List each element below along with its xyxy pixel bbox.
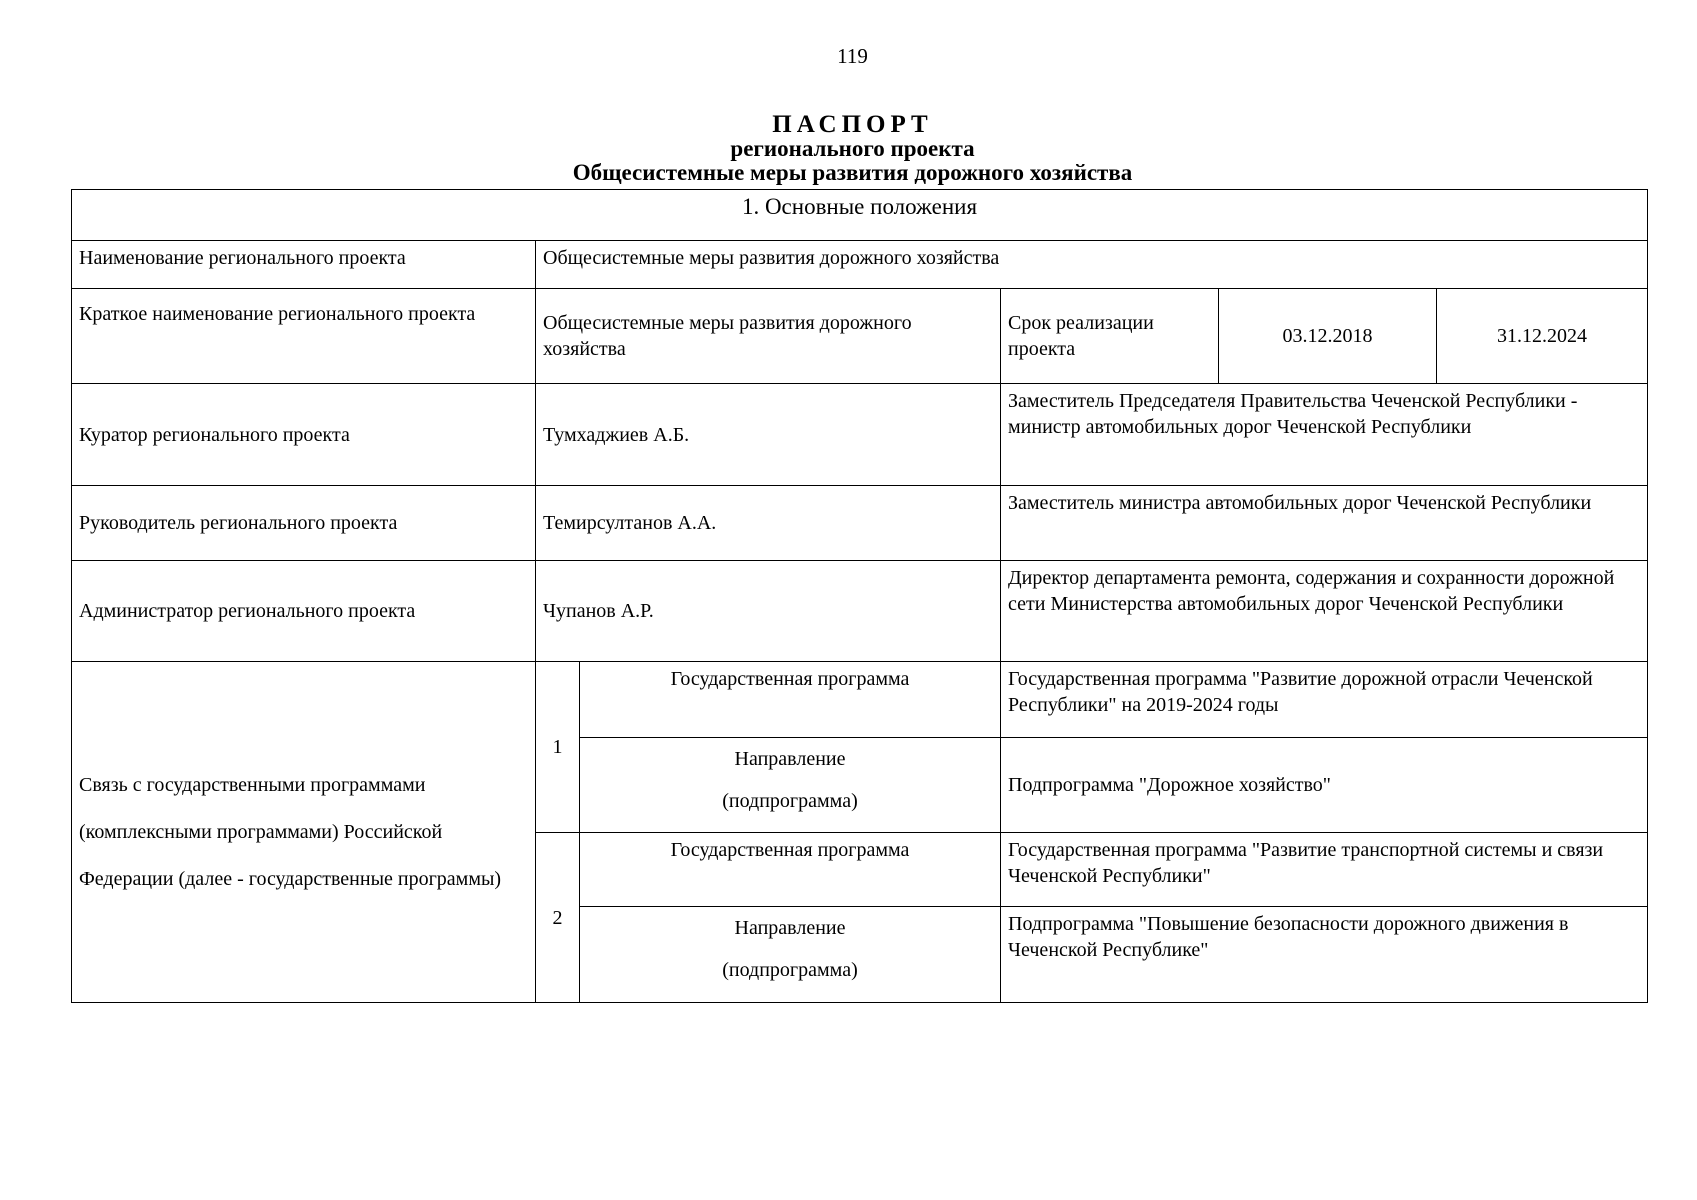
program-value: Государственная программа "Развитие транспортной системы и связи Чеченской Республики"	[1001, 833, 1648, 907]
doc-subtitle: регионального проекта	[730, 136, 975, 161]
program-num: 2	[536, 833, 580, 1003]
direction-label: Направление (подпрограмма)	[580, 907, 1001, 1003]
links-label: Связь с государственными программами (комплексными программами) Российской Федерации (далее - государственные программы)	[72, 662, 536, 1003]
end-date: 31.12.2024	[1437, 289, 1648, 384]
curator-position: Заместитель Председателя Правительства Чеченской Республики - министр автомобильных дорог Чеченской Республики	[1001, 384, 1648, 486]
program-num: 1	[536, 662, 580, 833]
curator-person: Тумхаджиев А.Б.	[536, 384, 1001, 486]
page-number: 119	[837, 44, 868, 68]
program-value: Государственная программа "Развитие дорожной отрасли Чеченской Республики" на 2019-2024 годы	[1001, 662, 1648, 738]
head-person: Темирсултанов А.А.	[536, 486, 1001, 561]
program-label: Государственная программа	[580, 662, 1001, 738]
curator-label: Куратор регионального проекта	[72, 384, 536, 486]
program-label: Государственная программа	[580, 833, 1001, 907]
term-label: Срок реализации проекта	[1001, 289, 1219, 384]
name-label: Наименование регионального проекта	[72, 241, 536, 289]
section-heading: 1. Основные положения	[72, 190, 1648, 241]
short-label: Краткое наименование регионального проекта	[72, 289, 536, 384]
start-date: 03.12.2018	[1219, 289, 1437, 384]
short-value: Общесистемные меры развития дорожного хозяйства	[536, 289, 1001, 384]
doc-title: ПАСПОРТ	[772, 111, 933, 138]
passport-table	[71, 189, 1648, 1003]
name-value: Общесистемные меры развития дорожного хозяйства	[536, 241, 1648, 289]
direction-label: Направление (подпрограмма)	[580, 738, 1001, 833]
direction-value: Подпрограмма "Дорожное хозяйство"	[1001, 738, 1648, 833]
admin-position: Директор департамента ремонта, содержания и сохранности дорожной сети Министерства автомобильных дорог Чеченской Республики	[1001, 561, 1648, 662]
direction-value: Подпрограмма "Повышение безопасности дорожного движения в Чеченской Республике"	[1001, 907, 1648, 1003]
head-label: Руководитель регионального проекта	[72, 486, 536, 561]
project-title: Общесистемные меры развития дорожного хозяйства	[572, 160, 1133, 185]
admin-label: Администратор регионального проекта	[72, 561, 536, 662]
head-position: Заместитель министра автомобильных дорог Чеченской Республики	[1001, 486, 1648, 561]
admin-person: Чупанов А.Р.	[536, 561, 1001, 662]
